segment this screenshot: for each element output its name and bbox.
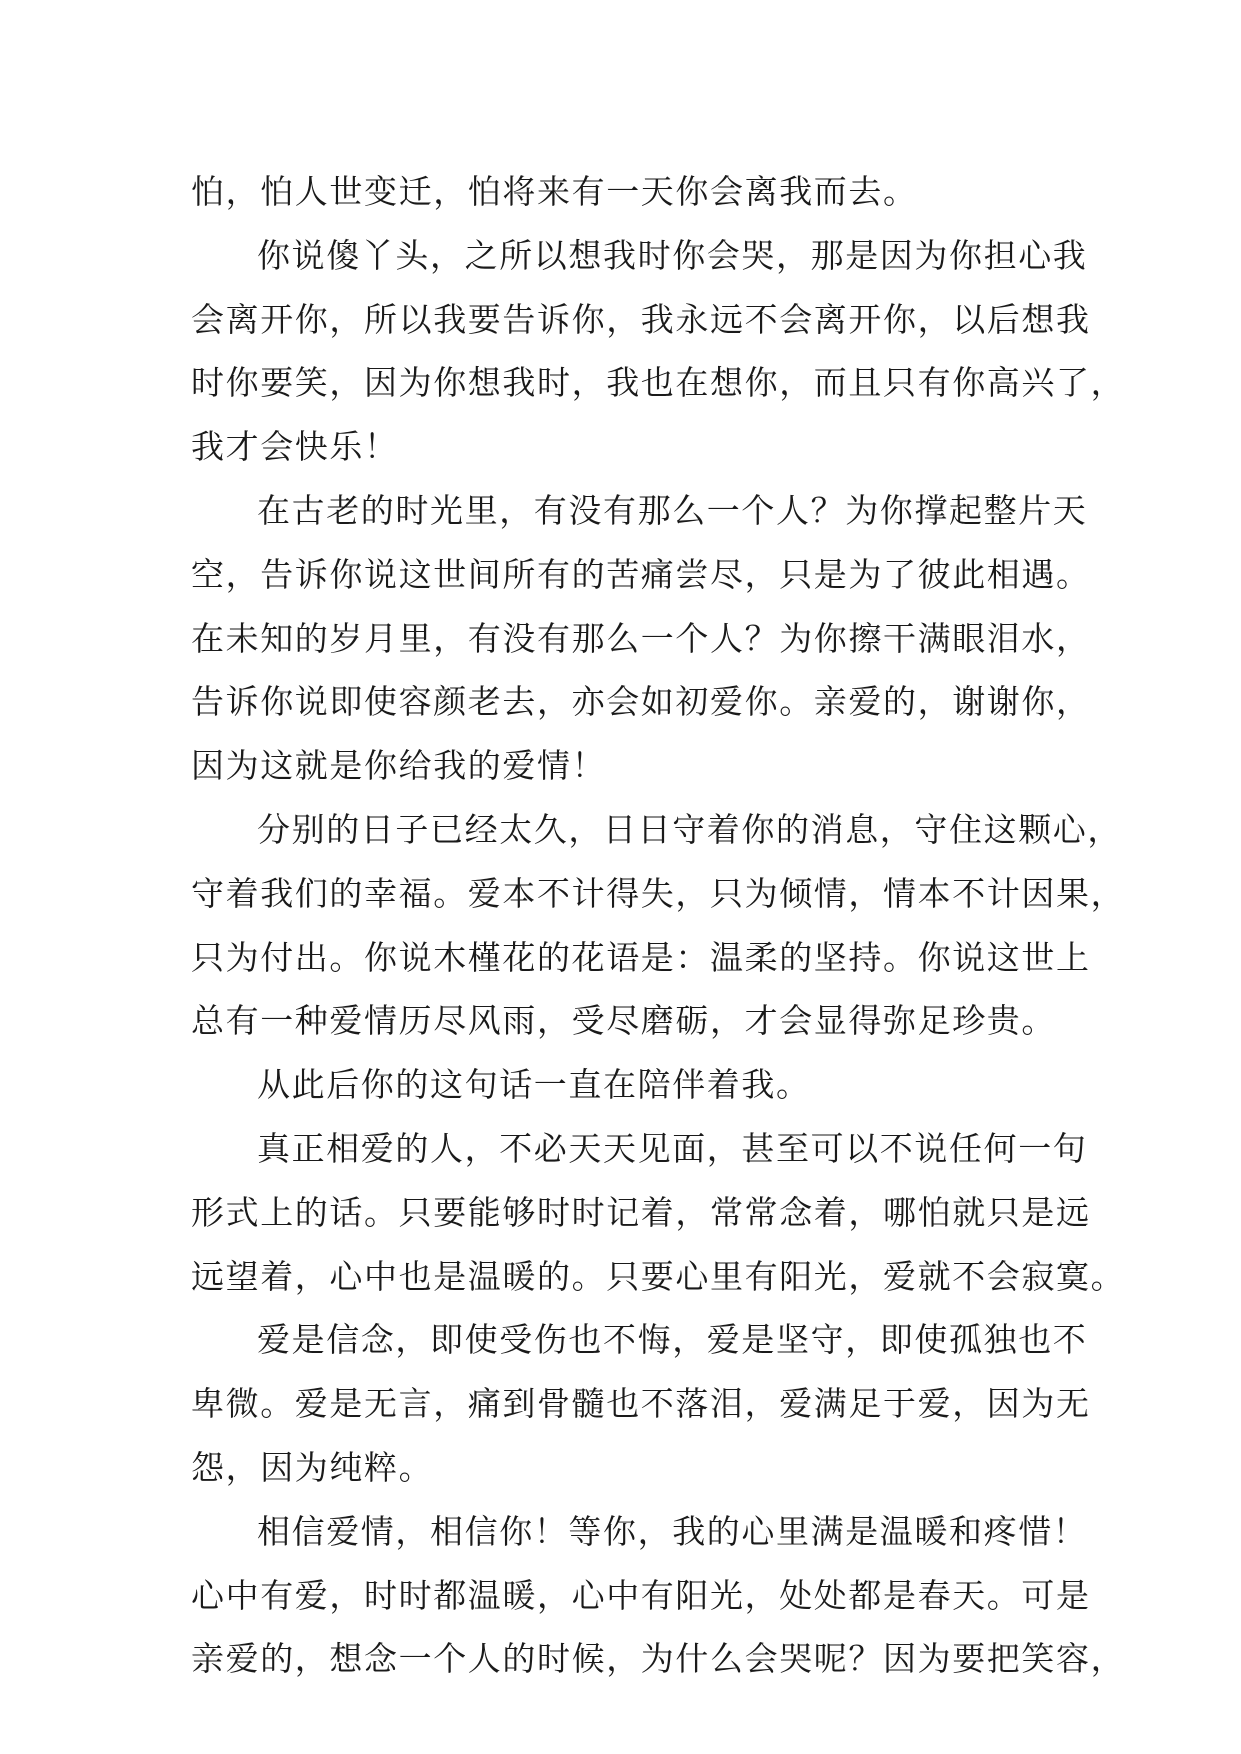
paragraph-first-line: 你说傻丫头，之所以想我时你会哭，那是因为你担心我 [257, 235, 1088, 275]
paragraph-first-line: 爱是信念，即使受伤也不悔，爱是坚守，即使孤独也不 [257, 1320, 1088, 1360]
text-line: 总有一种爱情历尽风雨，受尽磨砺，才会显得弥足珍贵。 [191, 1001, 1056, 1041]
text-line: 时你要笑，因为你想我时，我也在想你，而且只有你高兴了， [191, 363, 1126, 403]
text-line: 因为这就是你给我的爱情！ [191, 746, 607, 786]
text-line: 在未知的岁月里，有没有那么一个人？为你擦干满眼泪水， [191, 618, 1091, 658]
text-line: 空，告诉你说这世间所有的苦痛尝尽，只是为了彼此相遇。 [191, 554, 1091, 594]
paragraph-first-line: 相信爱情，相信你！等你，我的心里满是温暖和疼惜！ [257, 1511, 1088, 1551]
paragraph-first-line: 从此后你的这句话一直在陪伴着我。 [257, 1065, 811, 1105]
paragraph-first-line: 真正相爱的人，不必天天见面，甚至可以不说任何一句 [257, 1128, 1088, 1168]
text-line: 告诉你说即使容颜老去，亦会如初爱你。亲爱的，谢谢你， [191, 682, 1091, 722]
text-line: 形式上的话。只要能够时时记着，常常念着，哪怕就只是远 [191, 1192, 1091, 1232]
paragraph-first-line: 在古老的时光里，有没有那么一个人？为你撑起整片天 [257, 490, 1088, 530]
paragraph-first-line: 分别的日子已经太久，日日守着你的消息，守住这颗心， [257, 809, 1122, 849]
text-line: 只为付出。你说木槿花的花语是：温柔的坚持。你说这世上 [191, 937, 1091, 977]
text-line: 我才会快乐！ [191, 427, 399, 467]
text-line: 远望着，心中也是温暖的。只要心里有阳光，爱就不会寂寞。 [191, 1256, 1126, 1296]
text-line: 卑微。爱是无言，痛到骨髓也不落泪，爱满足于爱，因为无 [191, 1384, 1091, 1424]
text-line: 怨，因为纯粹。 [191, 1447, 434, 1487]
text-line: 怕，怕人世变迁，怕将来有一天你会离我而去。 [191, 172, 918, 211]
body-text [191, 160, 1126, 1691]
text-line: 会离开你，所以我要告诉你，我永远不会离开你，以后想我 [191, 299, 1091, 339]
text-line: 心中有爱，时时都温暖，心中有阳光，处处都是春天。可是 [191, 1575, 1091, 1615]
text-line: 亲爱的，想念一个人的时候，为什么会哭呢？因为要把笑容， [191, 1639, 1126, 1679]
text-line: 守着我们的幸福。爱本不计得失，只为倾情，情本不计因果， [191, 873, 1126, 913]
